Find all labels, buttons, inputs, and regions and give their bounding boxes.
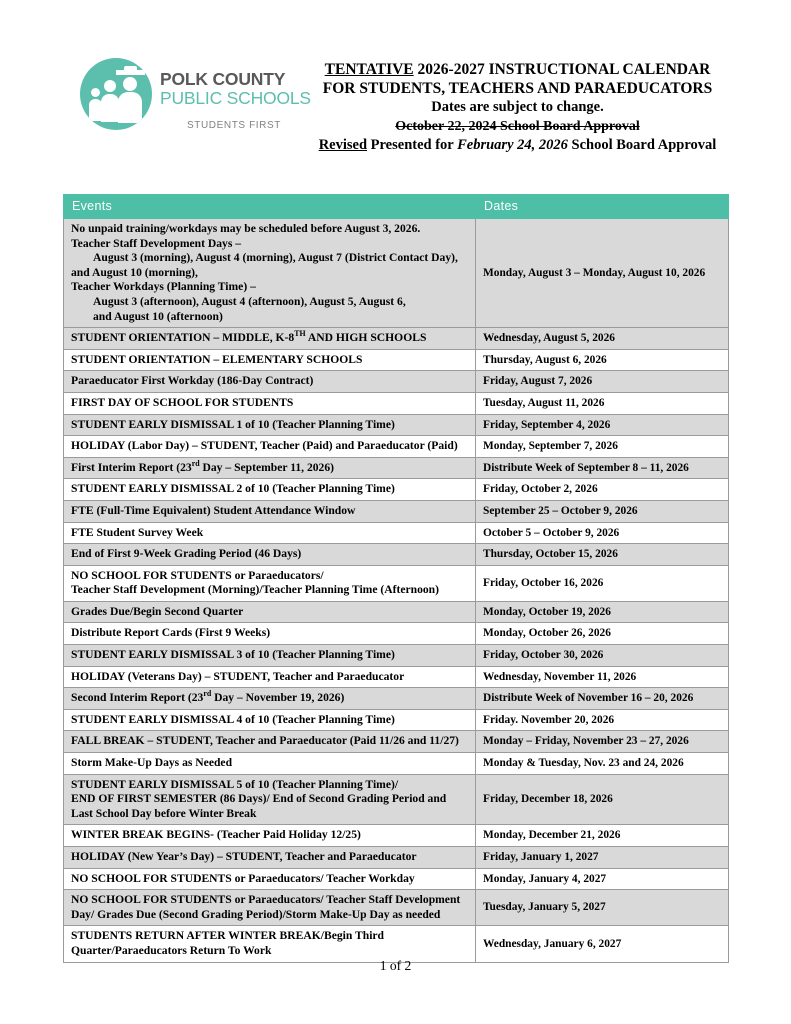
table-row	[64, 479, 729, 501]
event-cell: STUDENT EARLY DISMISSAL 3 of 10 (Teacher Planning Time)	[64, 645, 476, 667]
event-line: Quarter/Paraeducators Return To Work	[71, 943, 272, 957]
event-cell: HOLIDAY (Labor Day) – STUDENT, Teacher (Paid) and Paraeducator (Paid)	[64, 436, 476, 458]
event-line: Teacher Workdays (Planning Time) –	[71, 280, 256, 294]
event-line: Teacher Staff Development (Morning)/Teacher Planning Time (Afternoon)	[71, 583, 439, 597]
table-row	[64, 544, 729, 566]
table-row	[64, 436, 729, 458]
graduate-body-shape	[118, 92, 142, 123]
table-row	[64, 500, 729, 522]
event-cell	[64, 219, 476, 328]
graduation-cap-crown-shape	[124, 66, 137, 72]
date-cell: Monday, October 19, 2026	[476, 601, 729, 623]
event-cell: First Interim Report (23rd Day – September 11, 2026)	[64, 457, 476, 479]
table-row	[64, 645, 729, 667]
event-cell: Grades Due/Begin Second Quarter	[64, 601, 476, 623]
title-tentative-word: TENTATIVE	[324, 61, 414, 78]
event-cell: Storm Make-Up Days as Needed	[64, 753, 476, 775]
event-line: NO SCHOOL FOR STUDENTS or Paraeducators/ Teacher Staff Development	[71, 893, 461, 907]
event-line: August 3 (afternoon), August 4 (afternoon), August 5, August 6,	[93, 294, 406, 308]
date-cell: October 5 – October 9, 2026	[476, 522, 729, 544]
event-cell: STUDENT EARLY DISMISSAL 2 of 10 (Teacher Planning Time)	[64, 479, 476, 501]
polk-county-circle-logo-icon	[80, 58, 152, 130]
event-line: Teacher Staff Development Days –	[71, 236, 242, 250]
table-row	[64, 328, 729, 350]
logo-line-public-schools: PUBLIC SCHOOLS	[160, 88, 311, 108]
event-line: STUDENT EARLY DISMISSAL 5 of 10 (Teacher Planning Time)/	[71, 777, 399, 791]
table-row	[64, 601, 729, 623]
table-row	[64, 868, 729, 890]
event-cell: End of First 9-Week Grading Period (46 Days)	[64, 544, 476, 566]
event-cell	[64, 774, 476, 825]
event-cell: FIRST DAY OF SCHOOL FOR STUDENTS	[64, 392, 476, 414]
date-cell: Tuesday, January 5, 2027	[476, 890, 729, 926]
date-cell: Monday, December 21, 2026	[476, 825, 729, 847]
table-body	[64, 219, 729, 963]
ordinal-suffix: TH	[294, 329, 306, 339]
table-row	[64, 522, 729, 544]
date-cell: Friday, January 1, 2027	[476, 847, 729, 869]
table-row	[64, 623, 729, 645]
table-row	[64, 731, 729, 753]
event-cell: Paraeducator First Workday (186-Day Contract)	[64, 371, 476, 393]
event-cell: HOLIDAY (New Year’s Day) – STUDENT, Teacher and Paraeducator	[64, 847, 476, 869]
event-line: August 3 (morning), August 4 (morning), August 7 (District Contact Day),	[93, 251, 458, 265]
instructional-calendar-table	[63, 194, 729, 963]
date-cell: Monday & Tuesday, Nov. 23 and 24, 2026	[476, 753, 729, 775]
date-cell: Monday – Friday, November 23 – 27, 2026	[476, 731, 729, 753]
date-cell: Thursday, October 15, 2026	[476, 544, 729, 566]
column-header-dates: Dates	[476, 195, 729, 219]
event-line: STUDENTS RETURN AFTER WINTER BREAK/Begin Third	[71, 929, 385, 943]
column-header-events: Events	[64, 195, 476, 219]
table-row	[64, 709, 729, 731]
date-cell: Friday, August 7, 2026	[476, 371, 729, 393]
date-cell: Friday, October 16, 2026	[476, 565, 729, 601]
date-cell: Monday, October 26, 2026	[476, 623, 729, 645]
title-prior-approval-struck: October 22, 2024 School Board Approval	[395, 119, 640, 134]
table-row	[64, 666, 729, 688]
date-cell: Distribute Week of September 8 – 11, 2026	[476, 457, 729, 479]
event-line: END OF FIRST SEMESTER (86 Days)/ End of Second Grading Period and	[71, 792, 447, 806]
date-cell: Monday, August 3 – Monday, August 10, 2026	[476, 219, 729, 328]
event-line: No unpaid training/workdays may be scheduled before August 3, 2026.	[71, 222, 421, 235]
table-row	[64, 457, 729, 479]
title-approval-date: February 24, 2026	[457, 137, 568, 153]
student-small-head-shape	[91, 88, 100, 97]
event-line: and August 10 (morning),	[71, 265, 198, 279]
date-cell: Thursday, August 6, 2026	[476, 349, 729, 371]
document-title-block	[285, 60, 750, 155]
table-row	[64, 847, 729, 869]
table-header-row	[64, 195, 729, 219]
event-cell	[64, 890, 476, 926]
date-cell: Tuesday, August 11, 2026	[476, 392, 729, 414]
date-cell: Friday, October 2, 2026	[476, 479, 729, 501]
event-line: Day/ Grades Due (Second Grading Period)/Storm Make-Up Day as needed	[71, 907, 441, 921]
table-row	[64, 371, 729, 393]
title-revised-word: Revised	[318, 137, 368, 153]
event-cell: NO SCHOOL FOR STUDENTS or Paraeducators/ Teacher Workday	[64, 868, 476, 890]
table-row	[64, 349, 729, 371]
date-cell: September 25 – October 9, 2026	[476, 500, 729, 522]
event-cell: STUDENT ORIENTATION – ELEMENTARY SCHOOLS	[64, 349, 476, 371]
ordinal-suffix: rd	[203, 689, 212, 699]
event-cell: FTE Student Survey Week	[64, 522, 476, 544]
date-cell: Wednesday, November 11, 2026	[476, 666, 729, 688]
event-line: Last School Day before Winter Break	[71, 806, 257, 820]
date-cell: Wednesday, January 6, 2027	[476, 926, 729, 962]
district-logo	[80, 58, 311, 163]
title-presented-for-text: Presented for	[367, 137, 458, 153]
title-line-2: FOR STUDENTS, TEACHERS AND PARAEDUCATORS	[322, 80, 713, 97]
logo-wordmark	[160, 69, 311, 132]
event-line: NO SCHOOL FOR STUDENTS or Paraeducators/	[71, 568, 324, 582]
document-header	[0, 52, 791, 172]
date-cell: Wednesday, August 5, 2026	[476, 328, 729, 350]
date-cell: Friday. November 20, 2026	[476, 709, 729, 731]
page-footer	[0, 958, 791, 974]
page-number-label: 1 of 2	[379, 958, 412, 973]
event-cell: STUDENT ORIENTATION – MIDDLE, K-8TH AND HIGH SCHOOLS	[64, 328, 476, 350]
student-medium-body-shape	[101, 94, 119, 122]
logo-tagline-students-first: STUDENTS FIRST	[187, 120, 281, 131]
table-row	[64, 414, 729, 436]
title-approval-suffix: School Board Approval	[567, 137, 717, 153]
table-row	[64, 926, 729, 962]
table-row	[64, 774, 729, 825]
logo-line-polk-county: POLK COUNTY	[160, 69, 286, 89]
title-line-1	[285, 60, 750, 79]
title-line-1-rest: 2026-2027 INSTRUCTIONAL CALENDAR	[413, 61, 711, 78]
table-row	[64, 688, 729, 710]
event-cell	[64, 926, 476, 962]
table-row	[64, 890, 729, 926]
table-row	[64, 753, 729, 775]
table-header	[64, 195, 729, 219]
student-medium-head-shape	[104, 80, 116, 92]
ordinal-suffix: rd	[191, 458, 200, 468]
event-cell: Distribute Report Cards (First 9 Weeks)	[64, 623, 476, 645]
event-cell: FALL BREAK – STUDENT, Teacher and Paraeducator (Paid 11/26 and 11/27)	[64, 731, 476, 753]
title-subject-to-change-note: Dates are subject to change.	[431, 99, 604, 115]
event-cell	[64, 565, 476, 601]
date-cell: Friday, September 4, 2026	[476, 414, 729, 436]
date-cell: Friday, December 18, 2026	[476, 774, 729, 825]
graduate-head-shape	[123, 77, 137, 91]
date-cell: Friday, October 30, 2026	[476, 645, 729, 667]
date-cell: Monday, January 4, 2027	[476, 868, 729, 890]
table-row	[64, 565, 729, 601]
table-row	[64, 219, 729, 328]
date-cell: Monday, September 7, 2026	[476, 436, 729, 458]
event-cell: STUDENT EARLY DISMISSAL 4 of 10 (Teacher Planning Time)	[64, 709, 476, 731]
table-row	[64, 825, 729, 847]
title-revised-approval-line	[285, 136, 750, 155]
date-cell: Distribute Week of November 16 – 20, 2026	[476, 688, 729, 710]
event-cell: WINTER BREAK BEGINS- (Teacher Paid Holiday 12/25)	[64, 825, 476, 847]
event-cell: Second Interim Report (23rd Day – November 19, 2026)	[64, 688, 476, 710]
event-cell: HOLIDAY (Veterans Day) – STUDENT, Teacher and Paraeducator	[64, 666, 476, 688]
event-cell: STUDENT EARLY DISMISSAL 1 of 10 (Teacher Planning Time)	[64, 414, 476, 436]
event-line: and August 10 (afternoon)	[93, 309, 223, 323]
table-row	[64, 392, 729, 414]
event-cell: FTE (Full-Time Equivalent) Student Attendance Window	[64, 500, 476, 522]
